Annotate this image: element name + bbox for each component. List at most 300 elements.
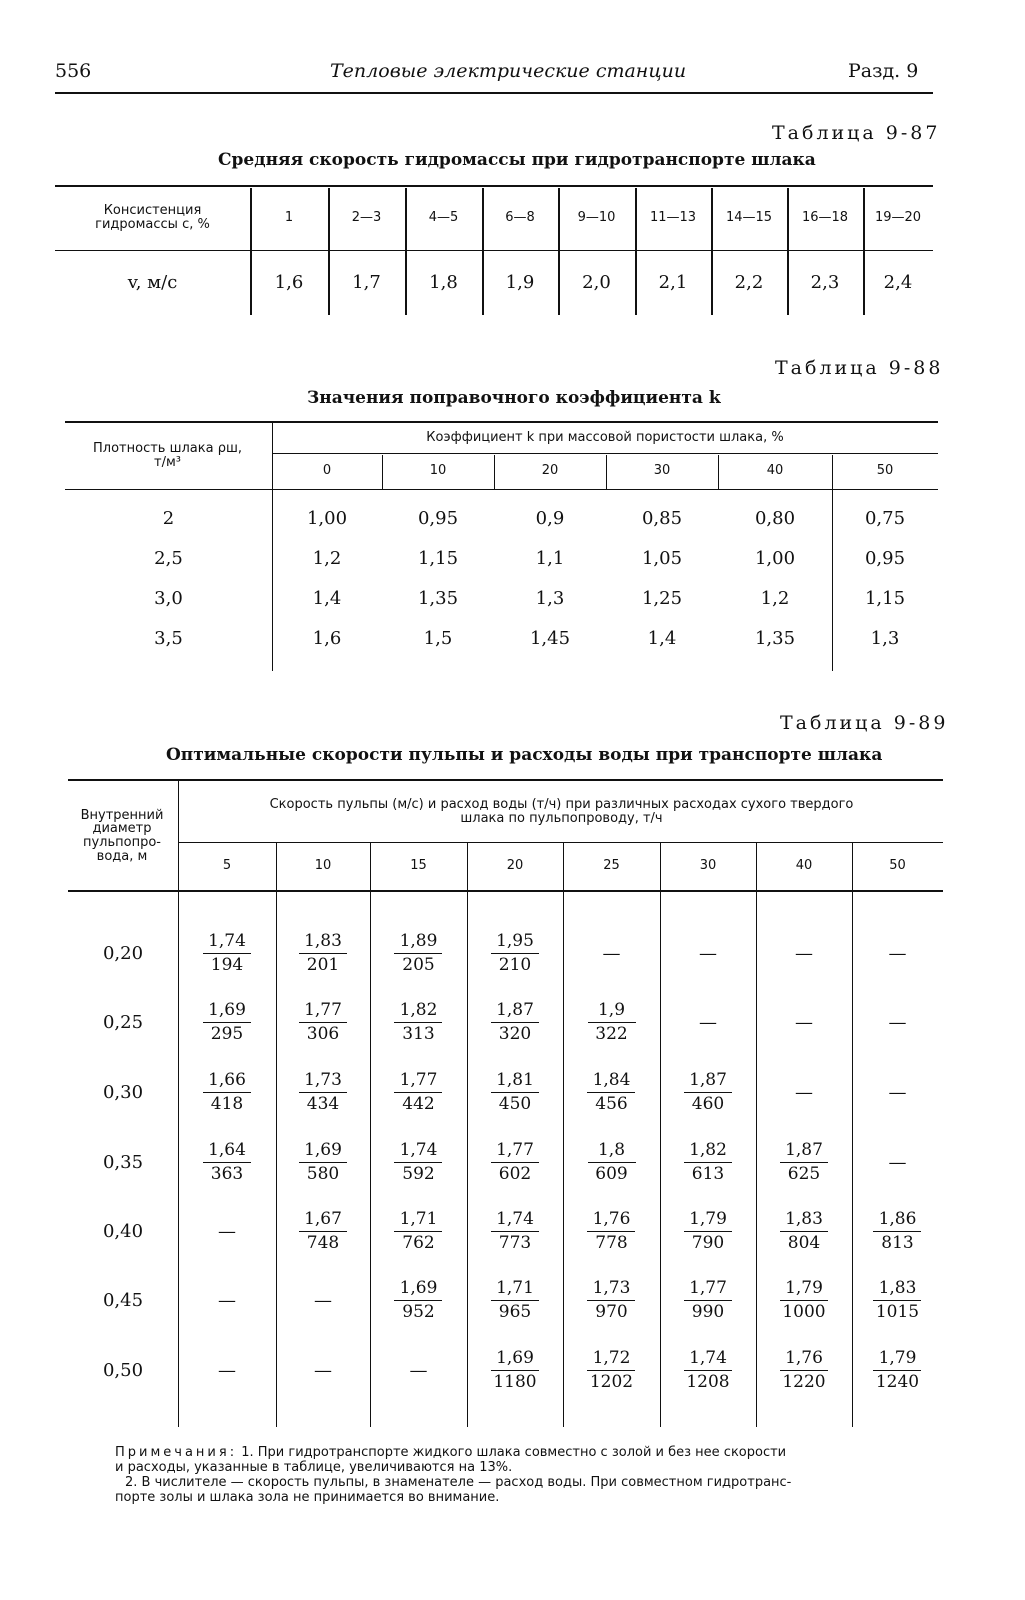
table-89-fraction-cell	[370, 997, 467, 1047]
table-87-value-cell: 1,9	[505, 272, 535, 293]
table-89-col-header: 10	[314, 857, 332, 873]
table-89-fraction-cell	[756, 1206, 852, 1256]
fraction-bar	[394, 1162, 442, 1163]
table-89-fraction-cell	[276, 1206, 370, 1256]
table-89-fraction	[776, 1348, 831, 1392]
table-88-value-cell: 1,15	[864, 587, 906, 609]
table-87-value-cell: 2,3	[810, 272, 840, 293]
table-89-fraction-cell	[660, 1067, 756, 1117]
table-87-label: Таблица 9-87	[772, 122, 941, 144]
fraction-bar	[299, 1162, 347, 1163]
table-89-fraction-cell	[756, 1345, 852, 1395]
pulp-velocity: 1,81	[496, 1070, 534, 1091]
water-flow: 1000	[782, 1301, 826, 1322]
table-89-fraction	[298, 1000, 348, 1044]
fraction-bar	[299, 1092, 347, 1093]
pulp-velocity: 1,67	[304, 1209, 342, 1230]
table-89-fraction-cell	[563, 1067, 660, 1117]
table-88-col-header: 40	[766, 462, 784, 478]
section-label: Разд. 9	[848, 60, 919, 82]
table-88-value-cell: 1,6	[312, 627, 342, 649]
pulp-velocity: 1,76	[592, 1209, 631, 1230]
pulp-velocity: 1,73	[592, 1278, 631, 1299]
fraction-bar	[203, 1022, 251, 1023]
table-88-value-cell: 1,3	[535, 587, 565, 609]
fraction-bar	[780, 1231, 828, 1232]
fraction-bar	[780, 1162, 828, 1163]
table-89-col-header: 5	[222, 857, 232, 873]
pulp-velocity: 1,74	[399, 1140, 438, 1161]
fraction-bar	[491, 1231, 539, 1232]
table-87-title: Средняя скорость гидромассы при гидротранспорте шлака	[218, 150, 816, 170]
table-89-fraction-cell	[370, 1067, 467, 1117]
table-89-fraction-cell	[370, 1275, 467, 1325]
table-87-col-header: 14—15	[725, 209, 773, 225]
table-89-fraction-cell	[563, 997, 660, 1047]
table-89-fraction-cell	[756, 1275, 852, 1325]
table-89-row-header-line2: диаметр	[92, 821, 152, 837]
table-89-row-header-line1: Внутренний	[80, 807, 164, 823]
fraction-bar	[873, 1370, 921, 1371]
fraction-bar	[684, 1370, 732, 1371]
pulp-velocity: 1,77	[399, 1070, 438, 1091]
table-89-fraction-cell	[178, 928, 276, 978]
table-87-col-header: 9—10	[577, 209, 616, 225]
water-flow: 609	[595, 1163, 628, 1184]
pulp-velocity: 1,83	[785, 1209, 823, 1230]
table-88-value-cell: 0,85	[641, 507, 683, 529]
table-89-fraction	[298, 1070, 348, 1114]
table-89-fraction-cell	[370, 1206, 467, 1256]
water-flow: 613	[691, 1163, 725, 1184]
table-89-fraction-cell	[467, 1206, 563, 1256]
water-flow: 1208	[686, 1371, 730, 1392]
table-88-col-header: 20	[541, 462, 559, 478]
water-flow: 194	[210, 954, 244, 975]
table-87-col-header: 2—3	[351, 209, 382, 225]
pulp-velocity: 1,95	[496, 931, 534, 952]
pulp-velocity: 1,82	[689, 1140, 727, 1161]
table-89-fraction	[490, 1000, 540, 1044]
table-87-row-header-line2: гидромассы с, %	[95, 217, 210, 232]
table-89-diameter-cell: 0,50	[102, 1359, 144, 1381]
table-89-fraction-cell	[178, 1137, 276, 1187]
water-flow: 320	[498, 1023, 532, 1044]
table-89-fraction	[683, 1140, 733, 1184]
note-1-line-2: и расходы, указанные в таблице, увеличиваются на 13%.	[115, 1460, 513, 1475]
fraction-bar	[587, 1300, 635, 1301]
water-flow: 201	[306, 954, 340, 975]
fraction-bar	[587, 1092, 635, 1093]
water-flow: 790	[691, 1232, 725, 1253]
pulp-velocity: 1,73	[304, 1070, 342, 1091]
table-89-fraction	[870, 1348, 925, 1392]
table-88-col-header: 30	[653, 462, 671, 478]
table-88-value-cell: 1,2	[312, 547, 342, 569]
pulp-velocity: 1,71	[399, 1209, 438, 1230]
table-88-value-cell: 0,75	[864, 507, 906, 529]
table-89-empty-dash: —	[888, 1151, 907, 1173]
water-flow: 625	[787, 1163, 821, 1184]
table-89-fraction	[202, 931, 252, 975]
fraction-bar	[588, 1162, 636, 1163]
notes-heading: Примечания:	[115, 1445, 238, 1460]
pulp-velocity: 1,9	[597, 1000, 626, 1021]
pulp-velocity: 1,87	[496, 1000, 534, 1021]
table-87-col-header: 6—8	[505, 209, 535, 225]
table-89-fraction-cell	[660, 1275, 756, 1325]
table-88-value-cell: 1,25	[641, 587, 683, 609]
table-89-diameter-cell: 0,30	[102, 1081, 144, 1103]
table-89-top-rule	[68, 779, 943, 781]
table-89-fraction-cell	[276, 1067, 370, 1117]
fraction-bar	[394, 1092, 442, 1093]
water-flow: 306	[306, 1023, 340, 1044]
table-89-group-header-line1: Скорость пульпы (м/с) и расход воды (т/ч) при различных расходах сухого твердого	[269, 796, 854, 812]
table-89-fraction	[588, 1140, 636, 1184]
table-88-value-cell: 1,1	[535, 547, 565, 569]
table-87-col-header: 19—20	[874, 209, 922, 225]
fraction-bar	[491, 1092, 539, 1093]
table-89-diameter-cell: 0,45	[102, 1289, 144, 1311]
table-88-value-cell: 0,80	[754, 507, 796, 529]
water-flow: 450	[498, 1093, 532, 1114]
table-89-fraction-cell	[563, 1206, 660, 1256]
table-88-density-cell: 2,5	[154, 547, 183, 569]
table-89-fraction	[776, 1278, 831, 1322]
fraction-bar	[491, 1022, 539, 1023]
table-88-density-cell: 2	[162, 507, 175, 529]
fraction-bar	[491, 1162, 539, 1163]
table-89-fraction-cell	[276, 997, 370, 1047]
table-89-fraction	[298, 931, 348, 975]
pulp-velocity: 1,66	[208, 1070, 246, 1091]
table-89-empty-dash: —	[699, 1011, 717, 1033]
pulp-velocity: 1,69	[304, 1140, 342, 1161]
pulp-velocity: 1,69	[399, 1278, 438, 1299]
table-89-col-header: 50	[889, 857, 906, 873]
table-89-fraction	[394, 1140, 444, 1184]
table-88-value-cell: 1,00	[754, 547, 796, 569]
note-2-line-2: порте золы и шлака зола не принимается во внимание.	[115, 1490, 500, 1505]
water-flow: 813	[881, 1232, 914, 1253]
water-flow: 322	[595, 1023, 628, 1044]
table-87-value-cell: 2,0	[582, 272, 611, 293]
table-89-diameter-cell: 0,25	[102, 1011, 144, 1033]
note-1-line-1: 1. При гидротранспорте жидкого шлака совместно с золой и без нее скорости	[241, 1445, 787, 1460]
table-89-fraction	[298, 1209, 348, 1253]
table-89-fraction	[873, 1209, 923, 1253]
table-89-fraction-cell	[467, 928, 563, 978]
table-89-fraction-cell	[660, 1206, 756, 1256]
table-89-fraction-cell	[660, 1345, 756, 1395]
table-89-fraction	[487, 1348, 542, 1392]
table-89-title: Оптимальные скорости пульпы и расходы воды при транспорте шлака	[166, 745, 883, 765]
pulp-velocity: 1,72	[592, 1348, 631, 1369]
table-89-col-header: 40	[795, 857, 813, 873]
fraction-bar	[873, 1231, 921, 1232]
fraction-bar	[588, 1022, 636, 1023]
table-89-col-header: 25	[603, 857, 620, 873]
table-89-fraction	[394, 1070, 444, 1114]
note-2-line-1: 2. В числителе — скорость пульпы, в знаменателе — расход воды. При совместном гидротранс-	[125, 1475, 792, 1490]
table-89-row-header-line3: пульпопро-	[82, 835, 161, 850]
water-flow: 442	[402, 1093, 435, 1114]
table-89-fraction	[683, 1278, 733, 1322]
fraction-bar	[394, 1300, 442, 1301]
table-89-empty-dash: —	[795, 1011, 813, 1033]
table-89-fraction	[779, 1209, 829, 1253]
water-flow: 970	[595, 1301, 628, 1322]
pulp-velocity: 1,8	[597, 1140, 626, 1161]
table-89-col-header: 20	[506, 857, 524, 873]
fraction-bar	[299, 953, 347, 954]
table-89-fraction-cell	[467, 997, 563, 1047]
table-89-fraction-cell	[563, 1275, 660, 1325]
table-88-value-cell: 1,35	[417, 587, 459, 609]
water-flow: 456	[595, 1093, 628, 1114]
table-87-value-label: v, м/с	[127, 272, 178, 293]
fraction-bar	[491, 953, 539, 954]
table-88-value-cell: 0,95	[864, 547, 906, 569]
fraction-bar	[203, 1162, 251, 1163]
pulp-velocity: 1,77	[689, 1278, 727, 1299]
table-89-fraction-cell	[178, 1067, 276, 1117]
water-flow: 773	[498, 1232, 532, 1253]
water-flow: 1240	[875, 1371, 920, 1392]
table-88-col-header: 10	[429, 462, 447, 478]
table-89-fraction-cell	[276, 928, 370, 978]
table-89-row-header	[68, 796, 176, 876]
table-88-density-cell: 3,5	[154, 627, 183, 649]
table-89-fraction	[584, 1348, 639, 1392]
table-89-fraction-cell	[276, 1137, 370, 1187]
table-89-fraction	[683, 1209, 733, 1253]
table-notes	[115, 1445, 955, 1505]
table-87-value-cell: 1,8	[429, 272, 458, 293]
water-flow: 313	[402, 1023, 435, 1044]
pulp-velocity: 1,71	[496, 1278, 534, 1299]
fraction-bar	[873, 1300, 921, 1301]
table-89-empty-dash: —	[888, 942, 907, 964]
table-89-fraction-cell	[370, 928, 467, 978]
water-flow: 952	[402, 1301, 435, 1322]
water-flow: 804	[787, 1232, 821, 1253]
table-89-fraction	[587, 1070, 637, 1114]
table-89-col-header: 30	[699, 857, 717, 873]
table-89-empty-dash: —	[218, 1359, 236, 1381]
pulp-velocity: 1,69	[496, 1348, 534, 1369]
table-89-fraction-cell	[852, 1206, 943, 1256]
fraction-bar	[684, 1162, 732, 1163]
table-89-fraction	[394, 1000, 444, 1044]
table-89-empty-dash: —	[888, 1011, 907, 1033]
water-flow: 965	[498, 1301, 532, 1322]
fraction-bar	[394, 1231, 442, 1232]
table-89-fraction	[394, 1209, 444, 1253]
fraction-bar	[780, 1300, 828, 1301]
table-89-fraction	[394, 1278, 444, 1322]
table-87-value-cell: 2,2	[734, 272, 764, 293]
table-89-empty-dash: —	[888, 1081, 907, 1103]
table-89-fraction-cell	[178, 997, 276, 1047]
table-89-fraction	[298, 1140, 348, 1184]
pulp-velocity: 1,74	[689, 1348, 727, 1369]
water-flow: 748	[306, 1232, 340, 1253]
table-89-fraction	[490, 1140, 540, 1184]
pulp-velocity: 1,79	[785, 1278, 823, 1299]
table-88-value-cell: 1,4	[647, 627, 677, 649]
table-89-group-rule	[178, 842, 943, 843]
pulp-velocity: 1,83	[304, 931, 342, 952]
fraction-bar	[780, 1370, 828, 1371]
water-flow: 363	[210, 1163, 244, 1184]
table-89-fraction-cell	[467, 1345, 563, 1395]
page-number: 556	[55, 60, 92, 82]
pulp-velocity: 1,79	[689, 1209, 727, 1230]
table-87-row-header-line1: Консистенция	[103, 202, 202, 218]
pulp-velocity: 1,89	[399, 931, 438, 952]
water-flow: 1180	[493, 1371, 537, 1392]
table-89-fraction-cell	[756, 1137, 852, 1187]
fraction-bar	[203, 1092, 251, 1093]
table-89-fraction	[683, 1070, 733, 1114]
water-flow: 460	[691, 1093, 725, 1114]
table-87-col-header: 11—13	[649, 209, 697, 225]
table-88-value-cell: 1,35	[754, 627, 796, 649]
table-89-fraction	[202, 1000, 252, 1044]
pulp-velocity: 1,77	[304, 1000, 342, 1021]
water-flow: 205	[402, 954, 435, 975]
table-88-title: Значения поправочного коэффициента k	[307, 388, 721, 408]
table-89-empty-dash: —	[795, 1081, 813, 1103]
table-89-empty-dash: —	[314, 1289, 332, 1311]
fraction-bar	[299, 1231, 347, 1232]
water-flow: 990	[691, 1301, 725, 1322]
table-88-value-cell: 1,4	[312, 587, 342, 609]
table-89-fraction	[680, 1348, 735, 1392]
water-flow: 592	[402, 1163, 435, 1184]
table-88-value-cell: 1,05	[641, 547, 683, 569]
table-88-row-header-line2: т/м³	[154, 455, 181, 470]
table-89-fraction	[490, 931, 540, 975]
table-89-empty-dash: —	[409, 1359, 428, 1381]
fraction-bar	[299, 1022, 347, 1023]
pulp-velocity: 1,87	[689, 1070, 727, 1091]
water-flow: 434	[306, 1093, 340, 1114]
table-88-density-cell: 3,0	[154, 587, 183, 609]
table-89-diameter-cell: 0,20	[102, 942, 144, 964]
table-89-fraction-cell	[467, 1067, 563, 1117]
fraction-bar	[491, 1370, 539, 1371]
pulp-velocity: 1,79	[878, 1348, 917, 1369]
water-flow: 418	[210, 1093, 244, 1114]
table-88-col-header: 0	[322, 462, 332, 478]
fraction-bar	[394, 953, 442, 954]
table-88-value-cell: 1,3	[870, 627, 900, 649]
table-89-fraction	[588, 1000, 636, 1044]
table-88-col-header: 50	[876, 462, 894, 478]
table-89-fraction	[870, 1278, 925, 1322]
table-88-value-cell: 1,5	[423, 627, 453, 649]
table-89-fraction	[490, 1278, 540, 1322]
table-89-empty-dash: —	[699, 942, 717, 964]
fraction-bar	[684, 1231, 732, 1232]
table-89-fraction	[490, 1209, 540, 1253]
table-89-label: Таблица 9-89	[780, 712, 949, 734]
running-title: Тепловые электрические станции	[330, 60, 687, 82]
table-87-value-cell: 2,4	[883, 272, 913, 293]
table-89-diameter-cell: 0,40	[102, 1220, 144, 1242]
table-88-value-cell: 0,95	[417, 507, 459, 529]
table-88-value-cell: 1,00	[306, 507, 348, 529]
table-89-fraction-cell	[467, 1137, 563, 1187]
fraction-bar	[394, 1022, 442, 1023]
table-89-fraction-cell	[563, 1345, 660, 1395]
water-flow: 210	[498, 954, 532, 975]
table-87-col-header: 4—5	[428, 209, 459, 225]
water-flow: 762	[402, 1232, 435, 1253]
table-89-fraction-cell	[370, 1137, 467, 1187]
fraction-bar	[684, 1092, 732, 1093]
table-89-row-header-line4: вода, м	[96, 848, 148, 864]
water-flow: 602	[498, 1163, 532, 1184]
table-88-row-header-line1: Плотность шлака ρш,	[93, 440, 242, 456]
water-flow: 1202	[589, 1371, 634, 1392]
table-89-empty-dash: —	[314, 1359, 332, 1381]
table-89-fraction	[202, 1070, 252, 1114]
table-89-fraction	[394, 931, 444, 975]
fraction-bar	[587, 1370, 635, 1371]
pulp-velocity: 1,86	[878, 1209, 917, 1230]
table-89-fraction-cell	[660, 1137, 756, 1187]
water-flow: 580	[306, 1163, 340, 1184]
pulp-velocity: 1,84	[592, 1070, 631, 1091]
table-89-fraction	[490, 1070, 540, 1114]
table-89-empty-dash: —	[218, 1289, 236, 1311]
table-87-value-cell: 1,7	[352, 272, 381, 293]
pulp-velocity: 1,82	[399, 1000, 438, 1021]
table-89-header-rule	[68, 890, 943, 892]
table-89-empty-dash: —	[795, 942, 813, 964]
table-89-fraction	[587, 1278, 637, 1322]
water-flow: 1015	[875, 1301, 920, 1322]
fraction-bar	[203, 953, 251, 954]
table-89-empty-dash: —	[602, 942, 621, 964]
table-89-diameter-cell: 0,35	[102, 1151, 144, 1173]
pulp-velocity: 1,64	[208, 1140, 246, 1161]
table-89-col-header: 15	[410, 857, 427, 873]
table-88-value-cell: 1,2	[760, 587, 790, 609]
pulp-velocity: 1,77	[496, 1140, 534, 1161]
table-88-label: Таблица 9-88	[775, 357, 944, 379]
table-89-fraction	[202, 1140, 252, 1184]
table-89-fraction-cell	[563, 1137, 660, 1187]
table-88-value-cell: 1,45	[529, 627, 571, 649]
table-88-group-header: Коэффициент k при массовой пористости шлака, %	[426, 429, 784, 445]
table-89-fraction	[587, 1209, 637, 1253]
pulp-velocity: 1,69	[208, 1000, 246, 1021]
water-flow: 295	[210, 1023, 244, 1044]
pulp-velocity: 1,76	[785, 1348, 823, 1369]
table-89-empty-dash: —	[218, 1220, 236, 1242]
water-flow: 1220	[782, 1371, 826, 1392]
table-89-fraction-cell	[852, 1275, 943, 1325]
table-89-group-header-line2: шлака по пульпопроводу, т/ч	[460, 811, 663, 826]
pulp-velocity: 1,83	[878, 1278, 917, 1299]
pulp-velocity: 1,74	[208, 931, 246, 952]
pulp-velocity: 1,74	[496, 1209, 534, 1230]
